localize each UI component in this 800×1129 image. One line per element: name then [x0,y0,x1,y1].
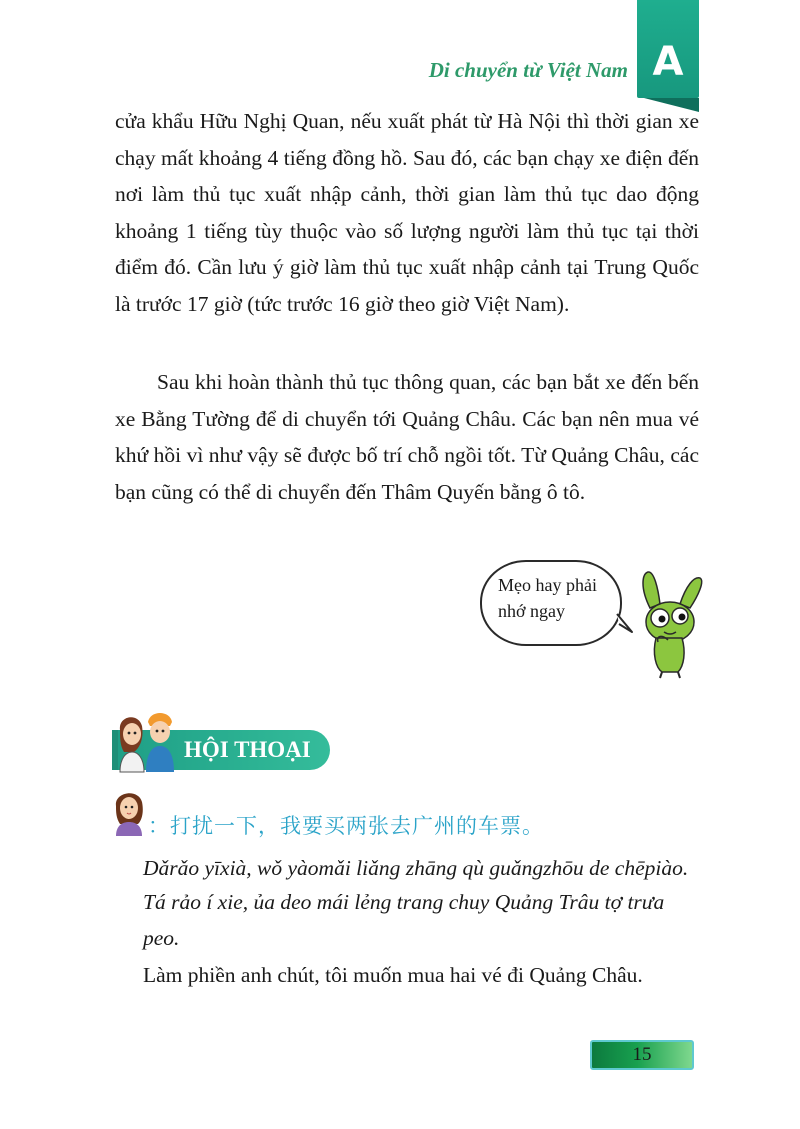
paragraph-2: Sau khi hoàn thành thủ tục thông quan, các bạn bắt xe đến bến xe Bằng Tường để di chuyển tới Quảng Châu. Các bạn nên mua vé khứ hồi vì như vậy sẽ được bố trí chỗ ngồi tốt. Từ Quảng Châu, các bạn cũng có thể di chuyển đến Thâm Quyến bằng ô tô. [115,370,699,504]
phonetic-line: Tá rảo í xie, ủa deo mái lẻng trang chuy Quảng Trâu tợ trưa peo. [143,890,665,950]
speaker-avatar-icon [112,788,148,836]
paragraph-1: cửa khẩu Hữu Nghị Quan, nếu xuất phát từ Hà Nội thì thời gian xe chạy mất khoảng 4 tiếng đồng hồ. Sau đó, các bạn chạy xe điện đến nơi làm thủ tục xuất nhập cảnh, thời gian làm thủ tục dao động khoảng 1 tiếng tùy thuộc vào số lượng người làm thủ tục tại thời điểm đó. Cần lưu ý giờ làm thủ tục xuất nhập cảnh tại Trung Quốc là trước 17 giờ (tức trước 16 giờ theo giờ Việt Nam). [115,109,699,316]
chinese-line: ：打扰一下，我要买两张去广州的车票。 [148,814,544,838]
couple-icon [112,708,182,774]
vietnamese-line: Làm phiền anh chút, tôi muốn mua hai vé đi Quảng Châu. [143,963,643,987]
page-number: 15 [632,1044,652,1065]
tip-line-1: Mẹo hay phải [498,575,597,595]
pinyin-line: Dǎrǎo yīxià, wǒ yàomǎi liǎng zhāng qù guǎngzhōu de chēpiào. [143,856,689,880]
tip-line-2: nhớ ngay [498,601,566,621]
tip-bubble [480,560,622,646]
rabbit-mascot-icon [628,568,708,680]
chapter-tab [637,0,699,98]
chapter-title: Di chuyển từ Việt Nam [428,58,628,82]
dialogue-title: HỘI THOẠI [184,737,311,762]
chapter-letter: A [652,39,684,85]
